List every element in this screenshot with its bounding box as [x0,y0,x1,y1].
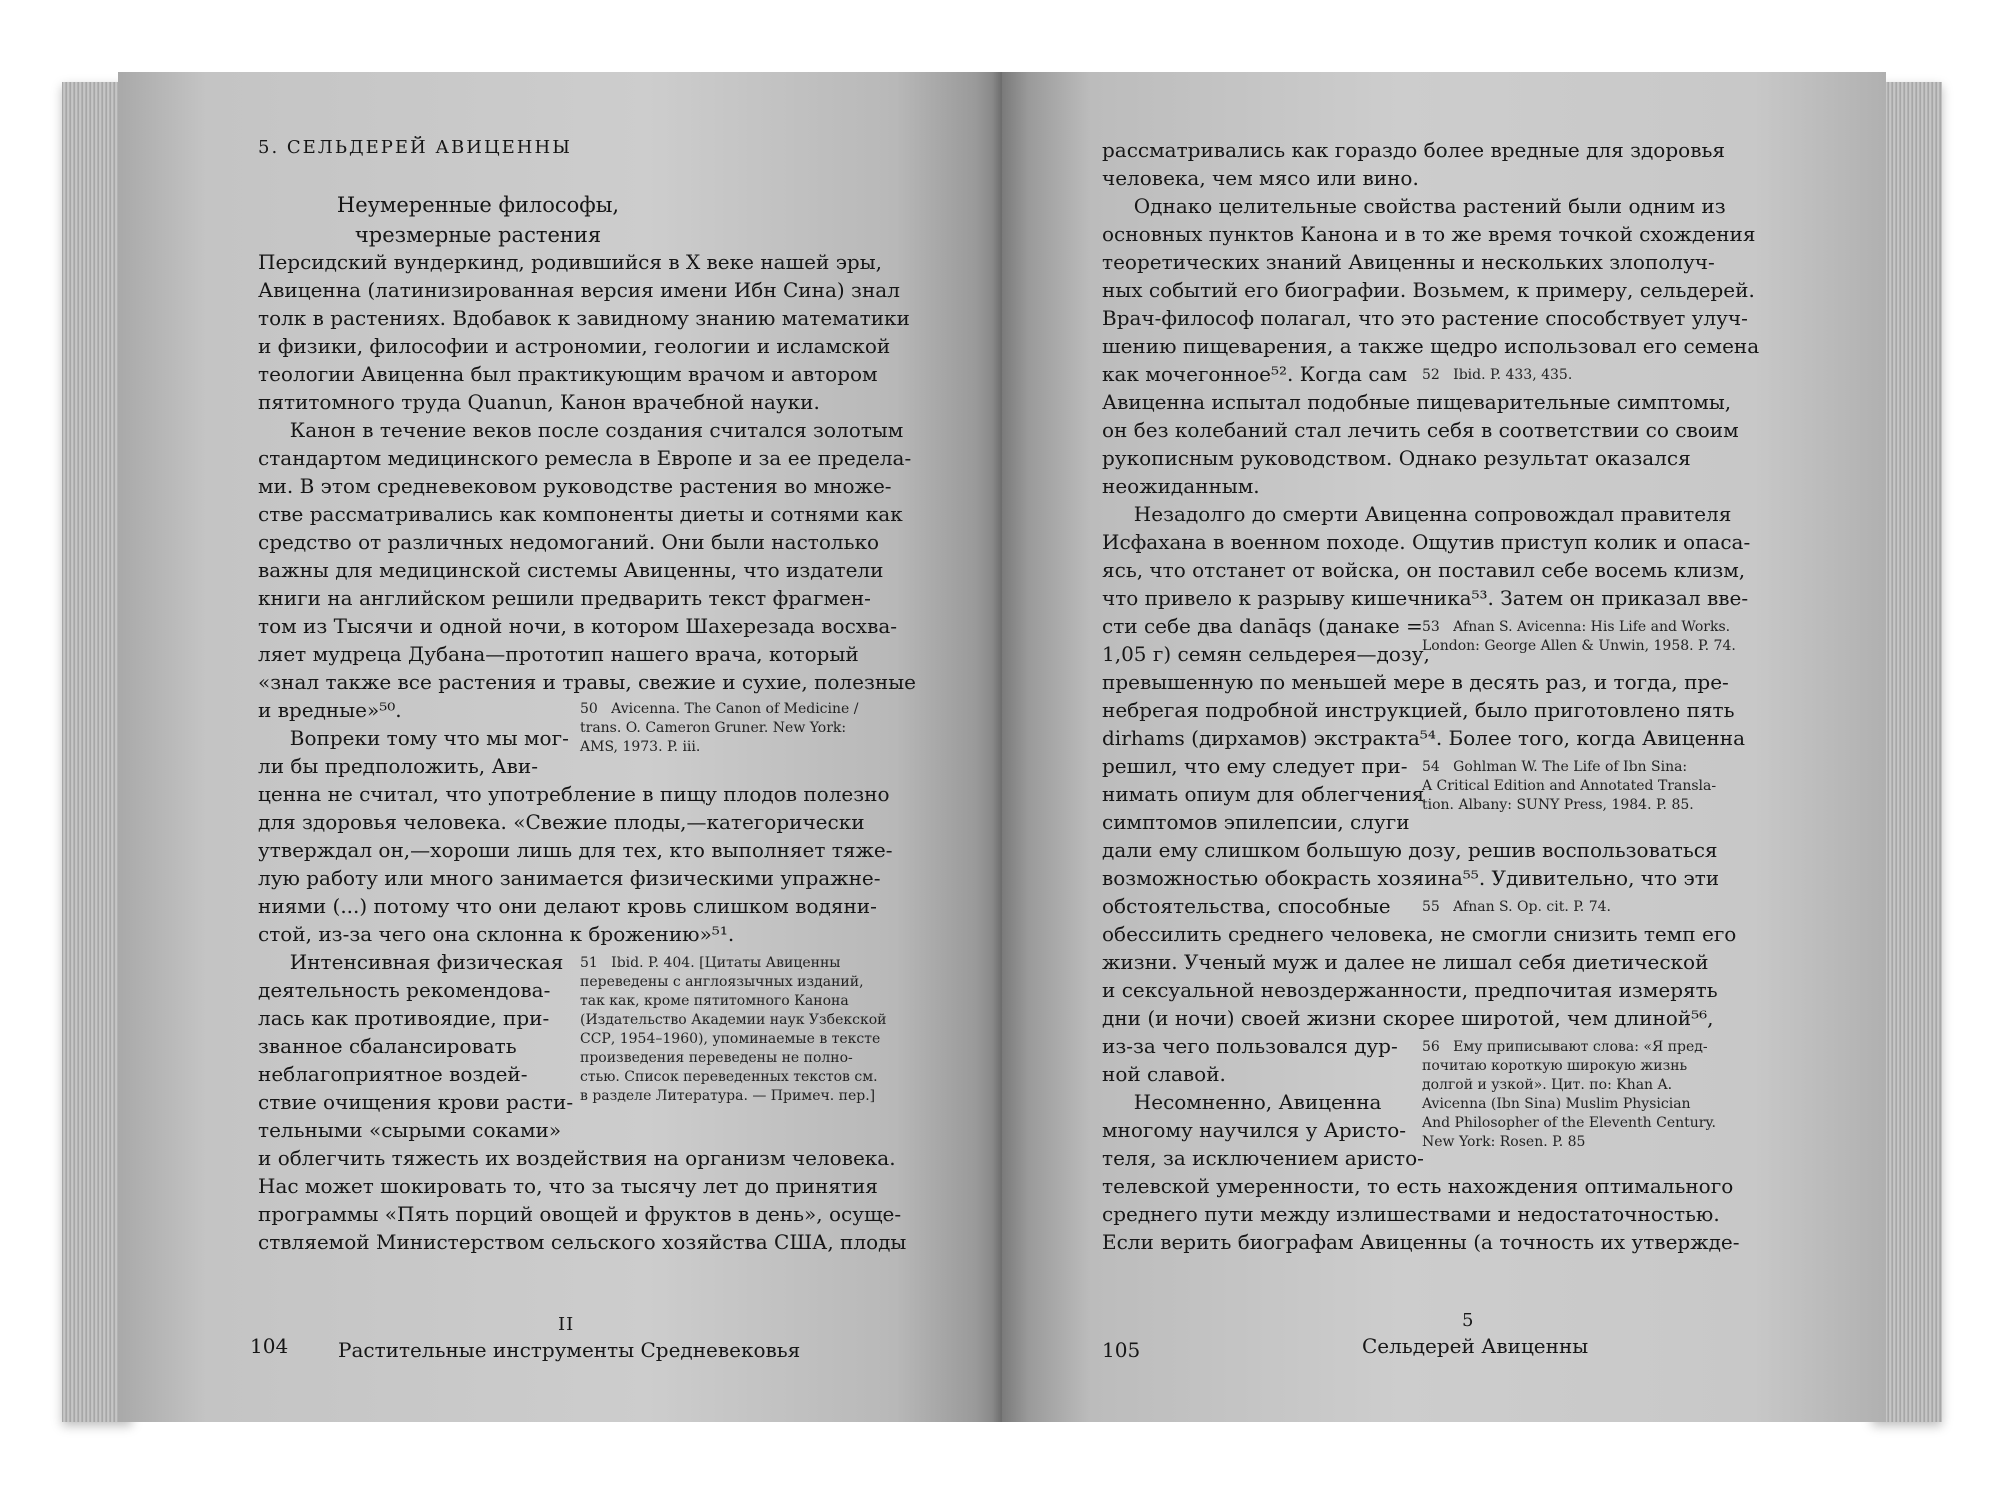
left-paragraph-4-start: Интенсивная физическая деятельность рекомендова- лась как противоядие, при- званное сбалансировать неблагоприятное воздей- ствие очищения крови расти- тельными «сырыми соками» [258,950,574,1142]
right-paragraph-1: рассматривались как гораздо более вредные для здоровья человека, чем мясо или вино. Однако целительные свойства растений были одним из основных пунктов Канона и в то же время точкой схождения теоретических знаний Авиценны и нескольких злополуч- ных событий его биографии. Возьмем, к примеру, сельдерей. Врач-философ полагал, что это растение способствует улуч- шению пищеварения, а также щедро использовал его семена [1102,138,1760,358]
right-paragraph-6: телевской умеренности, то есть нахождения оптимального среднего пути между излишествами и недостаточностью. Если верить биографам Авиценны (а точность их утвержде- [1102,1174,1740,1254]
footnote-55: 55 Afnan S. Op. cit. P. 74. [1422,899,1611,915]
footnote-53: 53 Afnan S. Avicenna: His Life and Works. London: George Allen & Unwin, 1958. P. 74. [1422,619,1736,654]
page-number: 105 [1102,1338,1141,1362]
footer-title: Растительные инструменты Средневековья [338,1338,801,1362]
right-paragraph-4-narrow: решил, что ему следует при- нимать опиум для облегчения симптомов эпилепсии, слуги [1102,754,1425,834]
footnote-52: 52 Ibid. P. 433, 435. [1422,367,1573,383]
section-heading: Неумеренные философы, чрезмерные растения [336,193,620,247]
right-paragraph-2: Авиценна испытал подобные пищеварительные симптомы, он без колебаний стал лечить себя в соответствии со своим рукописным руководством. Однако результат оказался неожиданным. Незадолго до смерти Авиценна сопровождал правителя Исфахана в военном походе. Ощутив приступ колик и опаса- ясь, что отстанет от войска, он поставил себе восемь клизм, что привело к разрыву кишечника⁵³. Затем он приказал вве- [1102,390,1751,610]
right-paragraph-3-narrow: сти себе два danāqs (данаке = 1,05 г) семян сельдерея—дозу, [1102,614,1430,666]
left-page [118,72,1002,1422]
right-paragraph-3: превышенную по меньшей мере в десять раз, и тогда, пре- небрегая подробной инструкцией, было приготовлено пять dirhams (дирхамов) экстракта⁵⁴. Более того, когда Авиценна [1102,670,1745,750]
right-paragraph-5: обессилить среднего человека, не смогли снизить темп его жизни. Ученый муж и далее не лишал себя диетической и сексуальной невоздержанности, предпочитая измерять дни (и ночи) своей жизни скорее широтой, чем длиной⁵⁶, [1102,922,1737,1030]
footnote-54: 54 Gohlman W. The Life of Ibn Sina: A Critical Edition and Annotated Transla- tion. Albany: SUNY Press, 1984. P. 85. [1422,759,1717,813]
page-number: 104 [250,1334,289,1358]
footer-part-number: 5 [1462,1310,1475,1331]
left-paragraph-4: и облегчить тяжесть их воздействия на организм человека. Нас может шокировать то, что за тысячу лет до принятия программы «Пять порций овощей и фруктов в день», осуще- ствляемой Министерством сельского хозяйства США, плоды [258,1146,907,1254]
right-paragraph-4: дали ему слишком большую дозу, решив воспользоваться возможностью обокрасть хозяина⁵⁵. Удивительно, что эти [1102,838,1720,890]
right-paragraph-5-narrow: обстоятельства, способные [1102,894,1391,918]
footer-part-number: II [558,1314,575,1335]
open-book [62,72,1942,1432]
right-paragraph-2-start: как мочегонное⁵². Когда сам [1102,362,1408,386]
running-head: 5. СЕЛЬДЕРЕЙ АВИЦЕННЫ [258,137,572,158]
left-paragraph-3: ценна не считал, что употребление в пищу плодов полезно для здоровья человека. «Свежие плоды,—категорически утверждал он,—хороши лишь для тех, кто выполняет тяже- лую работу или много занимается физическими упражне- ниями (...) потому что они делают кровь слишком водяни- стой, из-за чего она склонна к брожению»⁵¹. [258,782,893,946]
left-paragraph-2: Канон в течение веков после создания считался золотым стандартом медицинского ремесла в Европе и за ее предела- ми. В этом средневековом руководстве растения во множе- стве рассматривались как компоненты диеты и сотнями как средство от различных недомоганий. Они были настолько важны для медицинской системы Авиценны, что издатели книги на английском решили предварить текст фрагмен- том из Тысячи и одной ночи, в котором Шахерезада восхва- ляет мудреца Дубана—прототип нашего врача, который «знал также все растения и травы, свежие и сухие, полезные и вредные»⁵⁰. [258,418,916,722]
left-paragraph-1: Персидский вундеркинд, родившийся в X веке нашей эры, Авиценна (латинизированная версия имени Ибн Сина) знал толк в растениях. Вдобавок к завидному знанию математики и физики, философии и астрономии, геологии и исламской теологии Авиценна был практикующим врачом и автором пятитомного труда Quanun, Канон врачебной науки. [258,250,910,414]
footer-title: Сельдерей Авиценны [1362,1334,1589,1358]
right-paragraph-6-narrow: из-за чего пользовался дур- ной славой. Несомненно, Авиценна многому научился у Аристо- теля, за исключением аристо- [1102,1034,1424,1170]
footnote-50: 50 Avicenna. The Canon of Medicine / trans. O. Cameron Gruner. New York: AMS, 1973. P. iii. [580,701,859,755]
footnote-56: 56 Ему приписывают слова: «Я пред- почитаю короткую широкую жизнь долгой и узкой». Цит. по: Khan A. Avicenna (Ibn Sina) Muslim Physician And Philosopher of the Eleventh Century. New York: Rosen. P. 85 [1422,1039,1716,1150]
footnote-51: 51 Ibid. P. 404. [Цитаты Авиценны переведены с англоязычных изданий, так как, кроме пятитомного Канона (Издательство Академии наук Узбекской ССР, 1954–1960), упоминаемые в тексте произведения переведены не полно- стью. Список переведенных текстов см. в разделе Литература. — Примеч. пер.] [580,955,887,1104]
left-paragraph-3-start: Вопреки тому что мы мог- ли бы предположить, Ави- [258,726,569,778]
right-page [1002,72,1886,1422]
